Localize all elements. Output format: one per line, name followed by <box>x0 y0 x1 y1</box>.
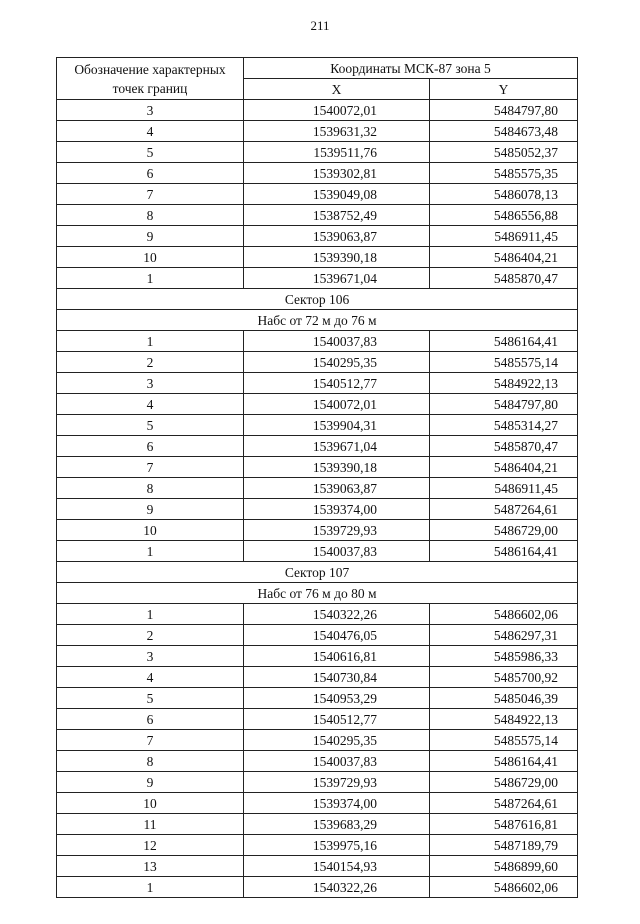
y-coordinate-cell: 5487189,79 <box>430 835 578 856</box>
x-coordinate-cell: 1539390,18 <box>244 247 430 268</box>
x-coordinate-cell: 1539302,81 <box>244 163 430 184</box>
y-coordinate-cell: 5486729,00 <box>430 772 578 793</box>
table-row <box>57 751 578 772</box>
section-label: Набс от 76 м до 80 м <box>57 583 578 604</box>
x-coordinate-cell: 1539671,04 <box>244 268 430 289</box>
x-coordinate-cell: 1539904,31 <box>244 415 430 436</box>
x-coordinate-cell: 1540953,29 <box>244 688 430 709</box>
x-coordinate-cell: 1539374,00 <box>244 499 430 520</box>
x-coordinate-cell: 1539631,32 <box>244 121 430 142</box>
point-number-cell: 8 <box>57 205 244 226</box>
y-coordinate-cell: 5485870,47 <box>430 436 578 457</box>
table-row <box>57 625 578 646</box>
y-coordinate-cell: 5485046,39 <box>430 688 578 709</box>
point-number-cell: 9 <box>57 772 244 793</box>
table-row <box>57 142 578 163</box>
y-coordinate-cell: 5486556,88 <box>430 205 578 226</box>
y-coordinate-cell: 5486602,06 <box>430 877 578 898</box>
point-number-cell: 1 <box>57 268 244 289</box>
y-coordinate-cell: 5484797,80 <box>430 394 578 415</box>
table-row <box>57 205 578 226</box>
point-number-cell: 8 <box>57 751 244 772</box>
y-coordinate-cell: 5485575,14 <box>430 352 578 373</box>
table-row <box>57 457 578 478</box>
point-number-cell: 10 <box>57 793 244 814</box>
table-row <box>57 184 578 205</box>
point-number-cell: 8 <box>57 478 244 499</box>
y-coordinate-cell: 5485700,92 <box>430 667 578 688</box>
y-coordinate-cell: 5486899,60 <box>430 856 578 877</box>
x-coordinate-cell: 1540072,01 <box>244 100 430 121</box>
table-row <box>57 604 578 625</box>
x-coordinate-cell: 1539975,16 <box>244 835 430 856</box>
point-number-cell: 7 <box>57 184 244 205</box>
table-row <box>57 667 578 688</box>
y-coordinate-cell: 5486164,41 <box>430 751 578 772</box>
table-body <box>57 100 578 898</box>
point-number-cell: 3 <box>57 100 244 121</box>
x-coordinate-cell: 1539390,18 <box>244 457 430 478</box>
x-coordinate-cell: 1540295,35 <box>244 352 430 373</box>
x-coordinate-cell: 1539063,87 <box>244 226 430 247</box>
table-row <box>57 100 578 121</box>
x-coordinate-cell: 1539683,29 <box>244 814 430 835</box>
x-coordinate-cell: 1540037,83 <box>244 751 430 772</box>
x-coordinate-cell: 1540037,83 <box>244 541 430 562</box>
x-coordinate-cell: 1540322,26 <box>244 877 430 898</box>
point-number-cell: 1 <box>57 331 244 352</box>
table-row <box>57 226 578 247</box>
y-coordinate-cell: 5486078,13 <box>430 184 578 205</box>
point-number-cell: 10 <box>57 520 244 541</box>
point-number-cell: 1 <box>57 877 244 898</box>
y-coordinate-cell: 5486911,45 <box>430 226 578 247</box>
x-coordinate-cell: 1539729,93 <box>244 772 430 793</box>
table-row <box>57 793 578 814</box>
table-row <box>57 709 578 730</box>
x-coordinate-cell: 1540322,26 <box>244 604 430 625</box>
table-row <box>57 121 578 142</box>
table-row <box>57 478 578 499</box>
table-row <box>57 520 578 541</box>
x-coordinate-cell: 1539374,00 <box>244 793 430 814</box>
x-coordinate-cell: 1540037,83 <box>244 331 430 352</box>
point-number-cell: 5 <box>57 688 244 709</box>
y-coordinate-cell: 5485575,14 <box>430 730 578 751</box>
x-column-header: X <box>244 79 430 100</box>
y-coordinate-cell: 5484922,13 <box>430 373 578 394</box>
point-number-cell: 10 <box>57 247 244 268</box>
x-coordinate-cell: 1540295,35 <box>244 730 430 751</box>
x-coordinate-cell: 1539671,04 <box>244 436 430 457</box>
point-number-cell: 11 <box>57 814 244 835</box>
x-coordinate-cell: 1540616,81 <box>244 646 430 667</box>
y-coordinate-cell: 5485575,35 <box>430 163 578 184</box>
y-coordinate-cell: 5486404,21 <box>430 247 578 268</box>
page-number: 211 <box>310 18 330 33</box>
point-number-cell: 5 <box>57 142 244 163</box>
y-coordinate-cell: 5486602,06 <box>430 604 578 625</box>
section-row <box>57 583 578 604</box>
point-header-line-2: точек границ <box>112 80 188 96</box>
x-coordinate-cell: 1539511,76 <box>244 142 430 163</box>
y-coordinate-cell: 5486911,45 <box>430 478 578 499</box>
table-row <box>57 436 578 457</box>
y-coordinate-cell: 5486164,41 <box>430 331 578 352</box>
table-row <box>57 394 578 415</box>
y-coordinate-cell: 5484797,80 <box>430 100 578 121</box>
x-coordinate-cell: 1540072,01 <box>244 394 430 415</box>
point-number-cell: 6 <box>57 436 244 457</box>
point-number-cell: 1 <box>57 604 244 625</box>
table-row <box>57 646 578 667</box>
y-coordinate-cell: 5487264,61 <box>430 499 578 520</box>
point-number-cell: 2 <box>57 625 244 646</box>
table-row <box>57 331 578 352</box>
table-row <box>57 247 578 268</box>
point-number-cell: 6 <box>57 709 244 730</box>
point-number-cell: 5 <box>57 415 244 436</box>
y-coordinate-cell: 5484673,48 <box>430 121 578 142</box>
y-coordinate-cell: 5485986,33 <box>430 646 578 667</box>
y-coordinate-cell: 5485052,37 <box>430 142 578 163</box>
table-row <box>57 856 578 877</box>
point-number-cell: 1 <box>57 541 244 562</box>
table-row <box>57 688 578 709</box>
table-row <box>57 835 578 856</box>
point-number-cell: 9 <box>57 226 244 247</box>
table-row <box>57 163 578 184</box>
point-number-cell: 7 <box>57 457 244 478</box>
section-row <box>57 310 578 331</box>
y-coordinate-cell: 5487616,81 <box>430 814 578 835</box>
y-coordinate-cell: 5484922,13 <box>430 709 578 730</box>
table-row <box>57 730 578 751</box>
x-coordinate-cell: 1540512,77 <box>244 373 430 394</box>
point-number-cell: 12 <box>57 835 244 856</box>
y-coordinate-cell: 5485314,27 <box>430 415 578 436</box>
y-coordinate-cell: 5486729,00 <box>430 520 578 541</box>
x-coordinate-cell: 1538752,49 <box>244 205 430 226</box>
table-row <box>57 814 578 835</box>
point-number-cell: 7 <box>57 730 244 751</box>
x-coordinate-cell: 1540512,77 <box>244 709 430 730</box>
x-coordinate-cell: 1539729,93 <box>244 520 430 541</box>
table-row <box>57 352 578 373</box>
y-column-header: Y <box>430 79 578 100</box>
y-coordinate-cell: 5487264,61 <box>430 793 578 814</box>
x-coordinate-cell: 1540476,05 <box>244 625 430 646</box>
point-number-cell: 4 <box>57 667 244 688</box>
y-coordinate-cell: 5486404,21 <box>430 457 578 478</box>
point-number-cell: 9 <box>57 499 244 520</box>
x-coordinate-cell: 1539063,87 <box>244 478 430 499</box>
coordinates-title: Координаты МСК-87 зона 5 <box>244 58 578 79</box>
section-label: Сектор 106 <box>57 289 578 310</box>
point-number-cell: 13 <box>57 856 244 877</box>
table-row <box>57 268 578 289</box>
x-coordinate-cell: 1539049,08 <box>244 184 430 205</box>
section-row <box>57 289 578 310</box>
table-row <box>57 415 578 436</box>
point-number-cell: 6 <box>57 163 244 184</box>
point-number-cell: 3 <box>57 373 244 394</box>
table-row <box>57 772 578 793</box>
y-coordinate-cell: 5486297,31 <box>430 625 578 646</box>
x-coordinate-cell: 1540154,93 <box>244 856 430 877</box>
point-number-cell: 4 <box>57 121 244 142</box>
coordinates-table <box>56 57 578 898</box>
point-number-cell: 2 <box>57 352 244 373</box>
point-number-cell: 4 <box>57 394 244 415</box>
table-row <box>57 499 578 520</box>
table-row <box>57 877 578 898</box>
point-number-cell: 3 <box>57 646 244 667</box>
table-header <box>57 58 578 100</box>
x-coordinate-cell: 1540730,84 <box>244 667 430 688</box>
y-coordinate-cell: 5486164,41 <box>430 541 578 562</box>
point-column-header <box>57 58 244 100</box>
table-row <box>57 541 578 562</box>
section-row <box>57 562 578 583</box>
table-row <box>57 373 578 394</box>
y-coordinate-cell: 5485870,47 <box>430 268 578 289</box>
section-label: Набс от 72 м до 76 м <box>57 310 578 331</box>
section-label: Сектор 107 <box>57 562 578 583</box>
point-header-line-1: Обозначение характерных <box>74 61 226 77</box>
